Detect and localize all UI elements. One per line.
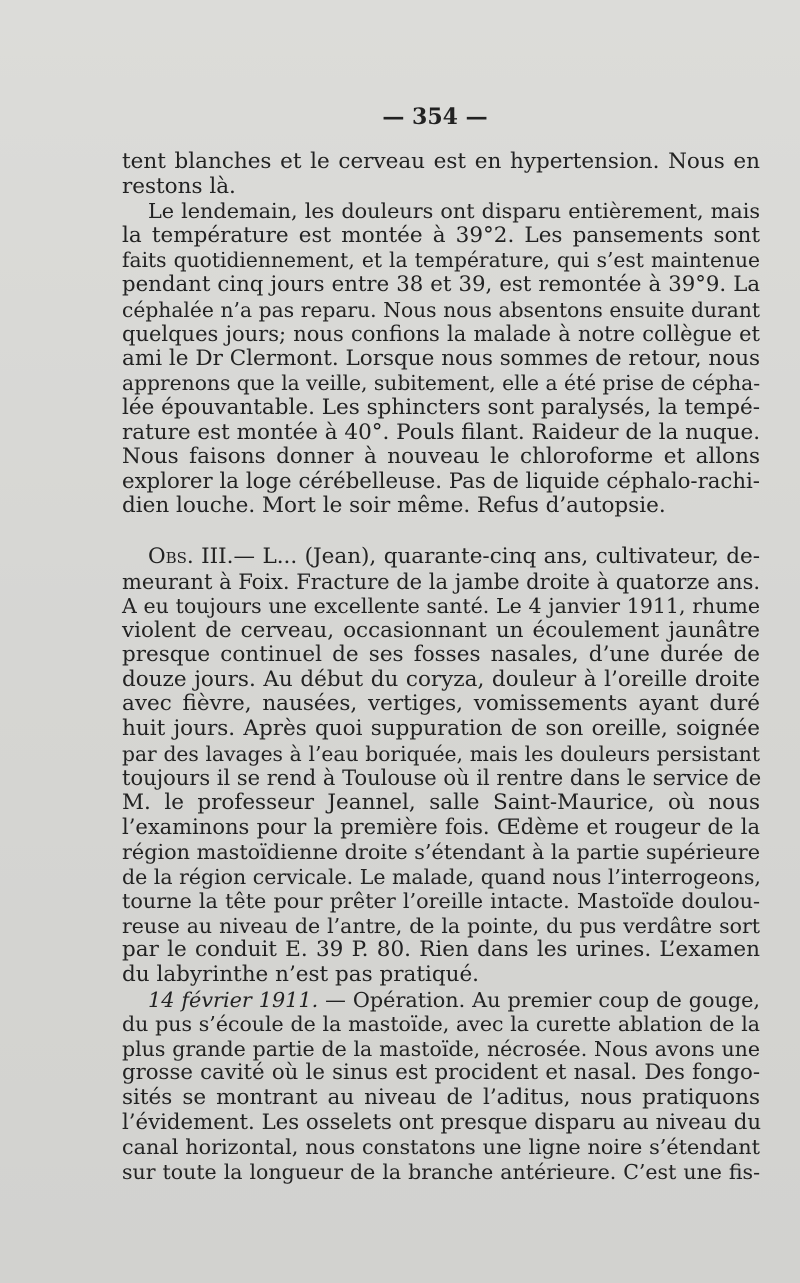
text-line: région mastoïdienne droite s’étendant à la partie supérieure [122, 840, 760, 865]
text-line: tent blanches et le cerveau est en hypertension. Nous en [122, 149, 760, 174]
date-label: 14 février 1911. [148, 987, 319, 1012]
text-line: ami le Dr Clermont. Lorsque nous sommes de retour, nous [122, 345, 761, 371]
text-line: A eu toujours une excellente santé. Le 4 janvier 1911, rhume [122, 594, 760, 619]
paragraph-gap [122, 519, 760, 545]
text-line: douze jours. Au début du coryza, douleur à l’oreille droite [122, 666, 760, 692]
text-line: violent de cerveau, occasionnant un écoulement jaunâtre [122, 617, 760, 643]
text-line: lée épouvantable. Les sphincters sont paralysés, la tempé- [122, 394, 761, 420]
text-line: explorer la loge cérébelleuse. Pas de liquide céphalo-rachi- [122, 468, 760, 494]
text-line: par le conduit E. 39 P. 80. Rien dans les urines. L’examen [122, 937, 760, 963]
text-line: tourne la tête pour prêter l’oreille intacte. Mastoïde doulou- [122, 889, 760, 914]
text-line: Le lendemain, les douleurs ont disparu entièrement, mais [148, 199, 760, 224]
text-line: dien louche. Mort le soir même. Refus d’autopsie. [122, 493, 666, 519]
text-line: la température est montée à 39°2. Les pansements sont [122, 222, 760, 248]
text-line: pendant cinq jours entre 38 et 39, est remontée à 39°9. La [122, 271, 760, 297]
text-line: du pus s’écoule de la mastoïde, avec la curette ablation de la [122, 1012, 760, 1037]
text-line: sités se montrant au niveau de l’aditus, nous pratiquons [122, 1084, 760, 1110]
text-line: plus grande partie de la mastoïde, nécrosée. Nous avons une [122, 1036, 760, 1061]
text-line [122, 988, 760, 1013]
text-line: par des lavages à l’eau boriquée, mais les douleurs persistant [122, 741, 760, 766]
text-line: rature est montée à 40°. Pouls filant. Raideur de la nuque. [122, 419, 761, 445]
text-line: huit jours. Après quoi suppuration de son oreille, soignée [122, 716, 760, 742]
text-line [122, 545, 760, 570]
text-line: toujours il se rend à Toulouse où il rentre dans le service de [122, 766, 762, 791]
text-line: sur toute la longueur de la branche antérieure. C’est une fis- [122, 1159, 760, 1184]
text-line: quelques jours; nous confions la malade à notre collègue et [122, 322, 760, 347]
text-line: meurant à Foix. Fracture de la jambe droite à quatorze ans. [122, 569, 761, 594]
text-line: du labyrinthe n’est pas pratiqué. [122, 962, 479, 987]
text-line: reuse au niveau de l’antre, de la pointe, du pus verdâtre sort [122, 913, 760, 938]
page-number: — 354 — [382, 104, 488, 130]
text-line: faits quotidiennement, et la température, qui s’est maintenue [122, 248, 760, 273]
text-line-rest: — Opération. Au premier coup de gouge, [325, 987, 760, 1012]
observation-label: Obs. III. [148, 543, 234, 569]
text-line: l’évidement. Les osselets ont presque disparu au niveau du [122, 1109, 762, 1135]
text-line: apprenons que la veille, subitement, elle a été prise de cépha- [122, 371, 761, 396]
text-line: avec fièvre, nausées, vertiges, vomissements ayant duré [122, 691, 760, 717]
text-line: grosse cavité où le sinus est procident et nasal. Des fongo- [122, 1060, 760, 1086]
text-line: céphalée n’a pas reparu. Nous nous absentons ensuite durant [122, 297, 760, 322]
text-line: restons là. [122, 173, 236, 199]
body-text [122, 150, 760, 1184]
text-line: l’examinons pour la première fois. Œdème et rougeur de la [122, 815, 760, 840]
text-line: M. le professeur Jeannel, salle Saint-Maurice, où nous [122, 789, 760, 815]
text-line-rest: — L... (Jean), quarante-cinq ans, cultivateur, de- [233, 543, 760, 569]
text-line: de la région cervicale. Le malade, quand nous l’interrogeons, [122, 864, 761, 889]
text-line: Nous faisons donner à nouveau le chloroforme et allons [122, 444, 760, 470]
text-line: presque continuel de ses fosses nasales, d’une durée de [122, 642, 760, 668]
text-line: canal horizontal, nous constatons une ligne noire s’étendant [122, 1135, 760, 1160]
